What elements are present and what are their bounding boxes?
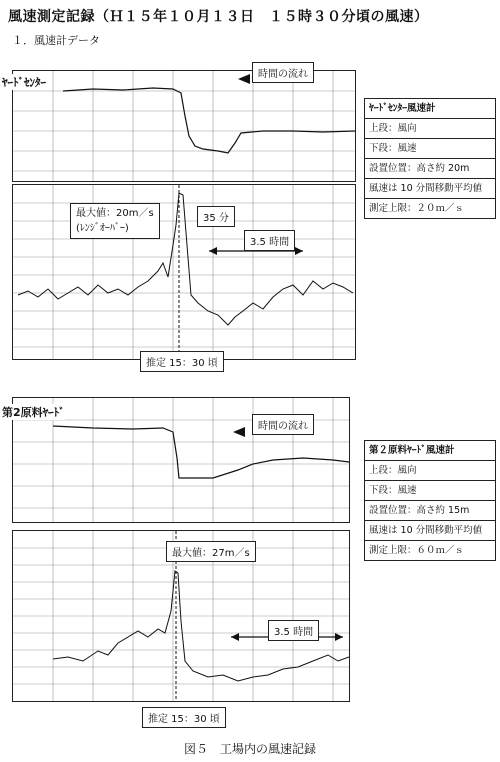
legend-limit: 測定上限：６０ｍ／ｓ <box>369 545 465 556</box>
upper-legend <box>364 98 496 219</box>
legend-position: 設置位置：高さ約 15m <box>365 501 495 521</box>
hours-arrow-right-icon <box>335 633 343 641</box>
time-flow-arrowhead <box>238 74 250 84</box>
upper-estimate-label: 推定 15：30 頃 <box>140 351 224 372</box>
legend-position: 設置位置：高さ約 20m <box>365 159 495 179</box>
legend-upper-row: 上段：風向 <box>365 461 495 481</box>
legend-lower-row: 下段：風速 <box>365 139 495 159</box>
upper-time-flow-label: 時間の流れ <box>252 62 314 83</box>
hours-arrow-right-icon <box>295 247 303 255</box>
hours-arrow-left-icon <box>231 633 239 641</box>
lower-time-flow-label: 時間の流れ <box>252 414 314 435</box>
upper-direction-chart <box>12 70 356 182</box>
upper-direction-grid <box>13 71 355 181</box>
wind-direction-trace <box>63 88 355 153</box>
upper-hours-label: 3.5 時間 <box>244 230 295 251</box>
upper-speed-chart <box>12 184 356 360</box>
lower-legend <box>364 440 496 561</box>
section-heading: １．風速計データ <box>12 34 100 47</box>
lower-station-label: 第2原料ﾔｰﾄﾞ <box>2 406 65 419</box>
time-flow-arrowhead <box>233 427 245 437</box>
range-over-text: (ﾚﾝｼﾞｵｰﾊﾞｰ) <box>76 223 129 234</box>
max-value-text: 最大値：20m／s <box>76 208 154 219</box>
lower-estimate-label: 推定 15：30 頃 <box>142 707 226 728</box>
legend-lower-row: 下段：風速 <box>365 481 495 501</box>
legend-title: 第２原料ﾔｰﾄﾞ風速計 <box>365 441 495 461</box>
lower-hours-label: 3.5 時間 <box>268 620 319 641</box>
wind-speed-trace <box>18 193 353 325</box>
legend-limit: 測定上限：２０ｍ／ｓ <box>369 203 465 214</box>
upper-max-value-callout <box>70 203 160 239</box>
upper-speed-grid <box>13 185 355 359</box>
lower-max-value-callout: 最大値：27m／s <box>166 541 256 562</box>
figure-caption: 図５ 工場内の風速記録 <box>183 742 316 756</box>
legend-wind-note: 風速は 10 分間移動平均値 <box>365 179 495 199</box>
grid-lines <box>13 71 355 181</box>
document-title: 風速測定記録（Ｈ１５年１０月１３日 １５時３０分頃の風速） <box>8 9 429 25</box>
legend-wind-note: 風速は 10 分間移動平均値 <box>365 521 495 541</box>
upper-minutes-label: 35 分 <box>197 206 235 227</box>
upper-station-label: ﾔｰﾄﾞｾﾝﾀｰ <box>2 76 46 89</box>
legend-upper-row: 上段：風向 <box>365 119 495 139</box>
legend-title: ﾔｰﾄﾞｾﾝﾀｰ風速計 <box>365 99 495 119</box>
